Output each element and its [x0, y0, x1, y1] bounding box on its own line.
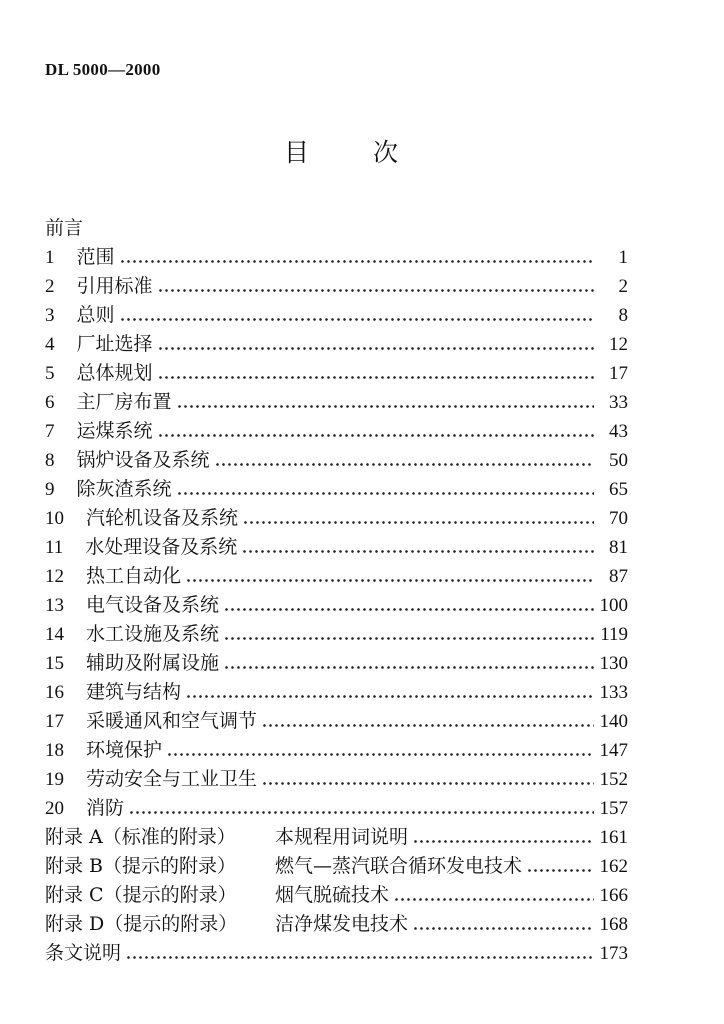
page-number: 2: [618, 276, 628, 297]
page-number: 157: [599, 798, 628, 819]
chapter-title: 锅炉设备及系统: [76, 449, 210, 471]
toc-row-chapter: [45, 301, 628, 330]
dot-leader: [414, 927, 593, 930]
page-number: 43: [609, 421, 628, 442]
page-number: 33: [609, 392, 628, 413]
toc-row-chapter: [45, 591, 628, 620]
appendix-title: 烟气脱硫技术: [275, 884, 390, 906]
dot-leader: [159, 376, 594, 379]
chapter-title: 汽轮机设备及系统: [86, 507, 239, 529]
page-number: 50: [609, 450, 628, 471]
appendix-label: 附录 D（提示的附录）: [45, 913, 238, 935]
dot-leader: [225, 608, 593, 611]
chapter-number: 17: [45, 711, 64, 732]
page-number: 119: [600, 624, 628, 645]
toc-row-chapter: [45, 504, 628, 533]
appendix-label: 附录 B（提示的附录）: [45, 855, 237, 877]
chapter-title: 电气设备及系统: [86, 594, 220, 616]
page-number: 168: [599, 914, 628, 935]
chapter-number: 6: [45, 392, 55, 413]
page-number: 152: [599, 769, 628, 790]
page-number: 162: [599, 856, 628, 877]
page-number: 65: [609, 479, 628, 500]
chapter-number: 5: [45, 363, 55, 384]
chapter-title: 主厂房布置: [76, 391, 172, 413]
chapter-number: 1: [45, 247, 55, 268]
chapter-number: 18: [45, 740, 64, 761]
toc-row-chapter: [45, 794, 628, 823]
dot-leader: [187, 695, 593, 698]
chapter-number: 19: [45, 769, 64, 790]
toc-row-appendix: [45, 823, 628, 852]
chapter-number: 8: [45, 450, 55, 471]
dot-leader: [127, 956, 593, 959]
dot-leader: [187, 579, 594, 582]
table-of-contents: [45, 214, 628, 968]
chapter-number: 4: [45, 334, 55, 355]
dot-leader: [225, 637, 594, 640]
document-code: DL 5000—2000: [45, 60, 161, 79]
dot-leader: [159, 289, 594, 292]
toc-row-chapter: [45, 388, 628, 417]
toc-row-preface: [45, 214, 628, 243]
toc-row-appendix: [45, 910, 628, 939]
toc-row-explanation: [45, 939, 628, 968]
chapter-title: 范围: [76, 246, 115, 268]
chapter-title: 厂址选择: [76, 333, 153, 355]
toc-row-appendix: [45, 881, 628, 910]
toc-row-chapter: [45, 765, 628, 794]
page-number: 173: [599, 943, 628, 964]
chapter-number: 14: [45, 624, 64, 645]
chapter-title: 总体规划: [76, 362, 153, 384]
page-number: 133: [599, 682, 628, 703]
page-number: 100: [599, 595, 628, 616]
toc-row-chapter: [45, 475, 628, 504]
page-number: 87: [609, 566, 628, 587]
chapter-title: 建筑与结构: [86, 681, 182, 703]
toc-row-chapter: [45, 272, 628, 301]
toc-row-chapter: [45, 417, 628, 446]
appendix-label: 附录 A（标准的附录）: [45, 826, 236, 848]
chapter-title: 水处理设备及系统: [85, 536, 238, 558]
toc-row-chapter: [45, 562, 628, 591]
dot-leader: [121, 318, 594, 321]
toc-row-chapter: [45, 620, 628, 649]
page-number: 8: [618, 305, 628, 326]
page-number: 17: [609, 363, 628, 384]
chapter-number: 16: [45, 682, 64, 703]
chapter-title: 辅助及附属设施: [86, 652, 220, 674]
chapter-number: 9: [45, 479, 55, 500]
toc-row-chapter: [45, 359, 628, 388]
toc-row-chapter: [45, 678, 628, 707]
page-title: 目 次: [284, 138, 426, 167]
chapter-number: 10: [45, 508, 64, 529]
chapter-title: 除灰渣系统: [76, 478, 172, 500]
page-number: 1: [618, 247, 628, 268]
chapter-number: 13: [45, 595, 64, 616]
chapter-number: 3: [45, 305, 55, 326]
dot-leader: [159, 347, 594, 350]
toc-row-chapter: [45, 243, 628, 272]
chapter-number: 11: [45, 537, 64, 558]
page-number: 140: [599, 711, 628, 732]
toc-row-chapter: [45, 446, 628, 475]
dot-leader: [216, 463, 594, 466]
dot-leader: [414, 840, 593, 843]
page-number: 166: [599, 885, 628, 906]
appendix-label: 附录 C（提示的附录）: [45, 884, 237, 906]
explanation-title: 条文说明: [45, 942, 122, 964]
toc-row-chapter: [45, 736, 628, 765]
dot-leader: [244, 521, 594, 524]
toc-row-chapter: [45, 533, 628, 562]
chapter-number: 15: [45, 653, 64, 674]
dot-leader: [243, 550, 594, 553]
dot-leader: [178, 405, 594, 408]
chapter-title: 总则: [76, 304, 115, 326]
toc-preface-title: 前言: [45, 217, 84, 239]
toc-row-chapter: [45, 649, 628, 678]
page-number: 70: [609, 508, 628, 529]
appendix-title: 燃气—蒸汽联合循环发电技术: [275, 855, 523, 877]
dot-leader: [395, 898, 593, 901]
chapter-title: 采暖通风和空气调节: [86, 710, 258, 732]
page-number: 130: [599, 653, 628, 674]
chapter-title: 引用标准: [76, 275, 153, 297]
chapter-number: 7: [45, 421, 55, 442]
chapter-title: 环境保护: [86, 739, 163, 761]
chapter-number: 2: [45, 276, 55, 297]
chapter-number: 12: [45, 566, 64, 587]
appendix-title: 本规程用词说明: [275, 826, 409, 848]
appendix-title: 洁净煤发电技术: [275, 913, 409, 935]
dot-leader: [225, 666, 593, 669]
chapter-title: 劳动安全与工业卫生: [86, 768, 258, 790]
dot-leader: [263, 724, 593, 727]
chapter-title: 消防: [86, 797, 125, 819]
chapter-number: 20: [45, 798, 64, 819]
page-number: 12: [609, 334, 628, 355]
dot-leader: [178, 492, 594, 495]
page-number: 161: [599, 827, 628, 848]
toc-row-chapter: [45, 707, 628, 736]
chapter-title: 热工自动化: [86, 565, 182, 587]
dot-leader: [159, 434, 594, 437]
dot-leader: [263, 782, 593, 785]
page-number: 147: [599, 740, 628, 761]
chapter-title: 运煤系统: [76, 420, 153, 442]
page-number: 81: [609, 537, 628, 558]
chapter-title: 水工设施及系统: [86, 623, 220, 645]
dot-leader: [168, 753, 593, 756]
toc-row-appendix: [45, 852, 628, 881]
dot-leader: [130, 811, 593, 814]
dot-leader: [121, 260, 594, 263]
dot-leader: [528, 869, 593, 872]
toc-row-chapter: [45, 330, 628, 359]
